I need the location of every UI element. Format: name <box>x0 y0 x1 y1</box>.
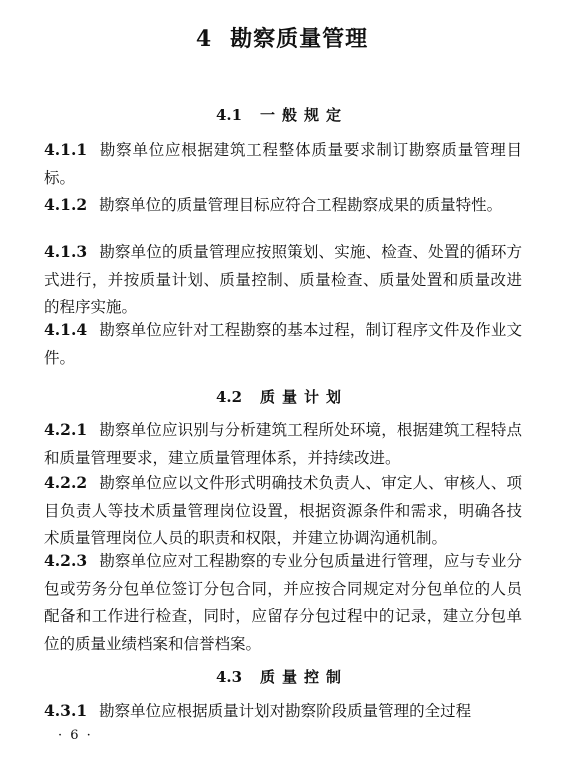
clause-text: 勘察单位应以文件形式明确技术负责人、审定人、审核人、项目负责人等技术质量管理岗位设置，根据资源条件和需求，明确各技术质量管理岗位人员的职责和权限，并建立协调沟通机制。 <box>44 474 522 547</box>
section-title: 质量计划 <box>260 388 349 406</box>
section-number: 4.3 <box>215 668 243 686</box>
clause-number: 4.1.1 <box>44 140 88 159</box>
clause-number: 4.2.1 <box>44 420 88 439</box>
clause-number: 4.2.3 <box>44 551 88 570</box>
page-number: · 6 · <box>58 728 93 743</box>
clause-text: 勘察单位应识别与分析建筑工程所处环境，根据建筑工程特点和质量管理要求，建立质量管理体系，并持续改进。 <box>44 421 522 467</box>
section-number: 4.2 <box>215 388 243 406</box>
clause-number: 4.2.2 <box>44 473 88 492</box>
clause-4-1-2 <box>44 191 522 220</box>
clause-number: 4.1.3 <box>44 242 88 261</box>
clause-4-1-3 <box>44 238 522 322</box>
clause-4-2-1 <box>44 416 522 472</box>
clause-number: 4.1.2 <box>44 195 88 214</box>
clause-number: 4.1.4 <box>44 320 88 339</box>
clause-text: 勘察单位应根据建筑工程整体质量要求制订勘察质量管理目标。 <box>44 141 522 187</box>
clause-4-1-1 <box>44 136 522 192</box>
clause-4-1-4 <box>44 316 522 372</box>
chapter-number: 4 <box>195 26 213 52</box>
section-title: 质量控制 <box>260 668 349 686</box>
clause-4-2-3 <box>44 547 522 658</box>
chapter-title-text: 勘察质量管理 <box>230 26 369 52</box>
clause-text: 勘察单位应根据质量计划对勘察阶段质量管理的全过程 <box>99 702 472 720</box>
chapter-title <box>0 22 564 53</box>
section-number: 4.1 <box>215 106 243 124</box>
clause-4-3-1 <box>44 697 522 726</box>
clause-text: 勘察单位的质量管理目标应符合工程勘察成果的质量特性。 <box>99 196 503 214</box>
clause-4-2-2 <box>44 469 522 553</box>
section-heading-4-3 <box>0 666 564 687</box>
clause-number: 4.3.1 <box>44 701 88 720</box>
clause-text: 勘察单位的质量管理应按照策划、实施、检查、处置的循环方式进行，并按质量计划、质量控制、质量检查、质量处置和质量改进的程序实施。 <box>44 243 522 316</box>
clause-text: 勘察单位应对工程勘察的专业分包质量进行管理，应与专业分包或劳务分包单位签订分包合同，并应按合同规定对分包单位的人员配备和工作进行检查，同时，应留存分包过程中的记录，建立分包单位的质量业绩档案和信誉档案。 <box>44 552 522 653</box>
section-heading-4-1 <box>0 104 564 125</box>
clause-text: 勘察单位应针对工程勘察的基本过程，制订程序文件及作业文件。 <box>44 321 522 367</box>
section-heading-4-2 <box>0 386 564 407</box>
section-title: 一般规定 <box>260 106 349 124</box>
